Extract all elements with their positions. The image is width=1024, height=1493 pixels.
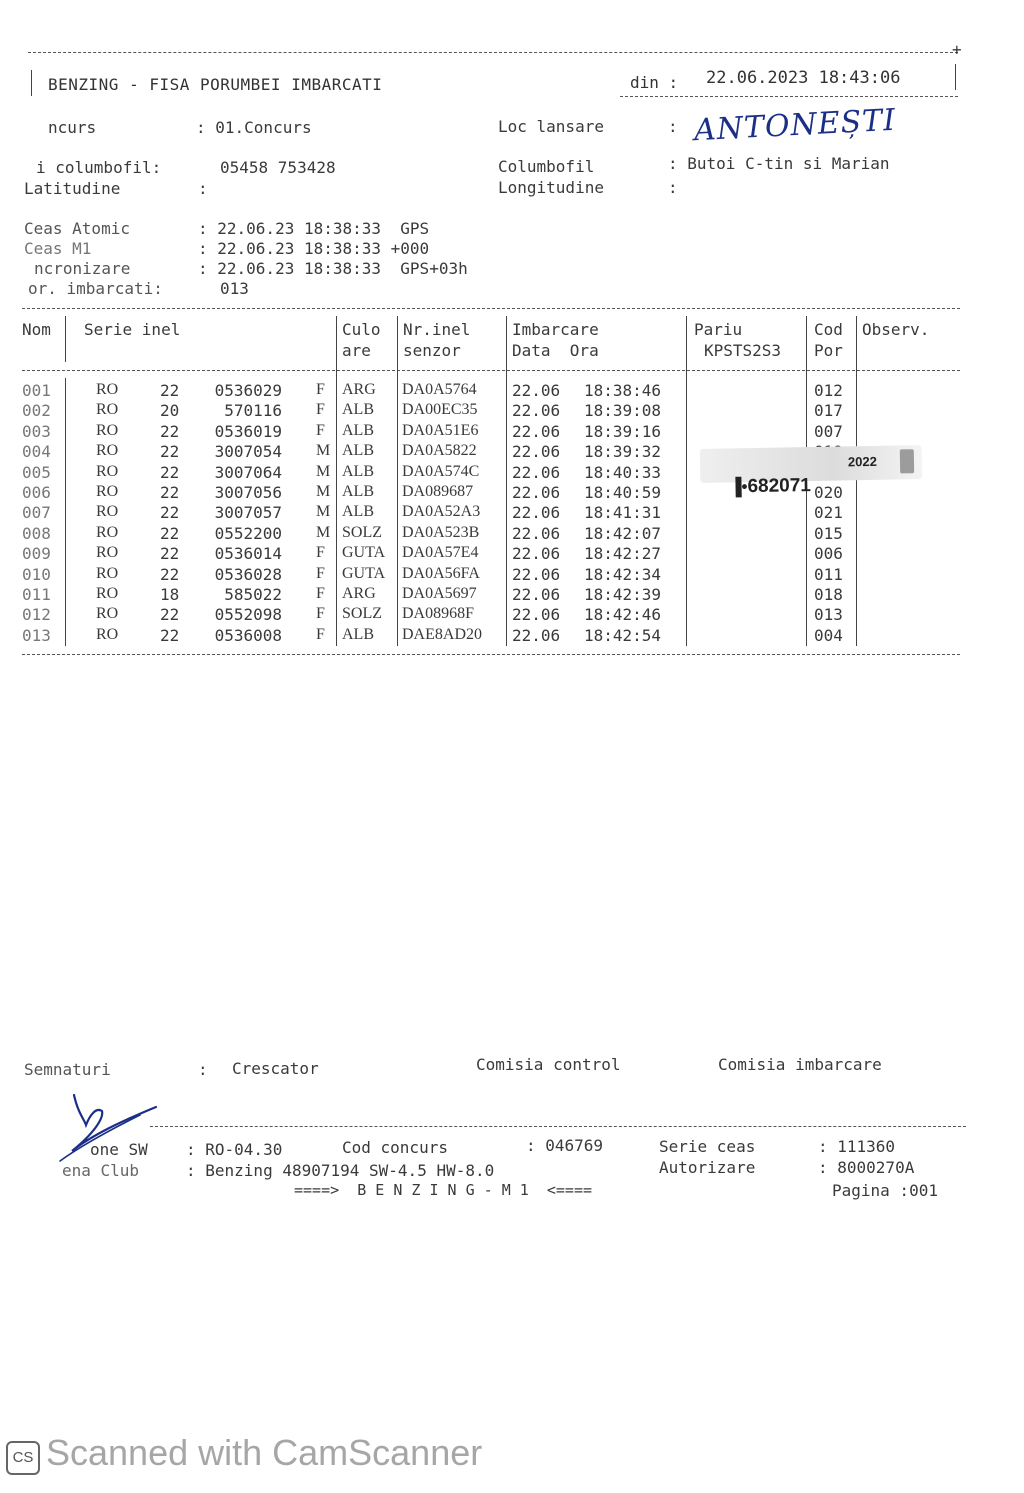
cell-time: 18:42:07 bbox=[584, 524, 662, 543]
cell-sensor: DA0A5697 bbox=[402, 585, 477, 602]
camscanner-logo-icon: CS bbox=[6, 1441, 40, 1475]
cell-year: 22 bbox=[160, 565, 180, 584]
cell-country: RO bbox=[96, 381, 119, 398]
cell-year: 22 bbox=[160, 381, 180, 400]
document-title: BENZING - FISA PORUMBEI IMBARCATI bbox=[48, 75, 383, 94]
cell-time: 18:39:08 bbox=[584, 401, 662, 420]
col-divider bbox=[856, 316, 857, 646]
cell-ring: 570116 bbox=[224, 401, 282, 420]
concurs-value: : 01.Concurs bbox=[196, 118, 312, 137]
cell-year: 22 bbox=[160, 463, 180, 482]
cell-cod: 017 bbox=[814, 401, 843, 420]
sticker-year: 2022 bbox=[847, 453, 878, 470]
cell-ring: 0536028 bbox=[214, 565, 282, 584]
cell-time: 18:39:16 bbox=[584, 422, 662, 441]
cell-country: RO bbox=[96, 626, 119, 643]
col-header-cod-2: Por bbox=[814, 341, 843, 360]
club-label: ena Club bbox=[62, 1161, 140, 1180]
cell-ring: 3007054 bbox=[214, 442, 282, 461]
header-bottom-rule bbox=[620, 96, 958, 97]
cell-sex: M bbox=[316, 483, 331, 500]
zona-sw-label: one SW bbox=[90, 1140, 148, 1159]
cell-year: 22 bbox=[160, 483, 180, 502]
cell-date: 22.06 bbox=[512, 544, 561, 563]
cell-cod: 020 bbox=[814, 483, 843, 502]
col-header-culoare-1: Culo bbox=[342, 320, 381, 339]
cell-ring: 0536014 bbox=[214, 544, 282, 563]
cell-cod: 007 bbox=[814, 422, 843, 441]
cell-ring: 0536029 bbox=[214, 381, 282, 400]
brand-line: ====> B E N Z I N G - M 1 <==== bbox=[294, 1181, 593, 1199]
cell-time: 18:41:31 bbox=[584, 503, 662, 522]
cell-nom: 004 bbox=[22, 442, 51, 461]
cell-color: ALB bbox=[342, 626, 374, 643]
cell-sensor: DA0A57E4 bbox=[402, 544, 479, 561]
col-header-imbarcare-2: Data Ora bbox=[512, 341, 599, 360]
cell-date: 22.06 bbox=[512, 463, 561, 482]
col-divider bbox=[686, 316, 687, 646]
cell-sex: M bbox=[316, 503, 331, 520]
cell-date: 22.06 bbox=[512, 626, 561, 645]
col-header-nrinel-1: Nr.inel bbox=[403, 320, 471, 339]
sticker-code: ▐•682071 bbox=[729, 475, 812, 498]
col-divider bbox=[65, 316, 66, 362]
cell-ring: 3007064 bbox=[214, 463, 282, 482]
longitudine-colon: : bbox=[668, 178, 678, 197]
cell-color: ARG bbox=[342, 585, 376, 602]
cell-year: 22 bbox=[160, 503, 180, 522]
comisia-imbarcare-label: Comisia imbarcare bbox=[718, 1055, 882, 1074]
cell-ring: 3007057 bbox=[214, 503, 282, 522]
cell-sensor: DA0A5764 bbox=[402, 381, 477, 398]
cell-sex: F bbox=[316, 605, 325, 622]
print-datetime: 22.06.2023 18:43:06 bbox=[706, 68, 901, 88]
latitudine-colon: : bbox=[198, 179, 208, 198]
cell-year: 22 bbox=[160, 422, 180, 441]
cell-country: RO bbox=[96, 565, 119, 582]
cell-country: RO bbox=[96, 585, 119, 602]
cell-time: 18:38:46 bbox=[584, 381, 662, 400]
cell-time: 18:39:32 bbox=[584, 442, 662, 461]
cell-nom: 007 bbox=[22, 503, 51, 522]
cell-sensor: DA089687 bbox=[402, 483, 474, 500]
cell-nom: 002 bbox=[22, 401, 51, 420]
loc-lansare-label: Loc lansare bbox=[498, 117, 604, 136]
cell-year: 18 bbox=[160, 585, 180, 604]
concurs-label: ncurs bbox=[48, 118, 97, 137]
cell-time: 18:40:59 bbox=[584, 483, 662, 502]
header-right-bar bbox=[955, 64, 956, 90]
club-value: : Benzing 48907194 SW-4.5 HW-8.0 bbox=[186, 1161, 495, 1180]
cell-cod: 011 bbox=[814, 565, 843, 584]
columbofil-label: Columbofil bbox=[498, 157, 595, 176]
cell-country: RO bbox=[96, 483, 119, 500]
cell-sex: M bbox=[316, 442, 331, 459]
cell-color: GUTA bbox=[342, 565, 386, 582]
header-top-rule bbox=[28, 52, 958, 53]
cell-nom: 010 bbox=[22, 565, 51, 584]
cell-time: 18:42:54 bbox=[584, 626, 662, 645]
cell-color: ALB bbox=[342, 422, 374, 439]
ceas-atomic-label: Ceas Atomic bbox=[24, 219, 130, 238]
cell-country: RO bbox=[96, 503, 119, 520]
cell-ring: 0536008 bbox=[214, 626, 282, 645]
page-number: Pagina :001 bbox=[832, 1181, 938, 1200]
cell-color: ALB bbox=[342, 463, 374, 480]
cell-nom: 011 bbox=[22, 585, 51, 604]
cell-cod: 012 bbox=[814, 381, 843, 400]
ceas-m1-value: : 22.06.23 18:38:33 +000 bbox=[198, 239, 430, 258]
date-label: din : bbox=[630, 73, 679, 92]
cell-country: RO bbox=[96, 422, 119, 439]
cell-sex: F bbox=[316, 626, 325, 643]
cell-nom: 001 bbox=[22, 381, 51, 400]
cell-date: 22.06 bbox=[512, 401, 561, 420]
col-header-nrinel-2: senzor bbox=[403, 341, 461, 360]
autorizare-value: : 8000270A bbox=[818, 1158, 915, 1177]
semnaturi-colon: : bbox=[198, 1060, 208, 1079]
serie-ceas-label: Serie ceas bbox=[659, 1137, 756, 1156]
table-top-rule bbox=[22, 308, 960, 309]
cell-nom: 009 bbox=[22, 544, 51, 563]
footer-rule bbox=[150, 1126, 966, 1127]
cell-time: 18:40:33 bbox=[584, 463, 662, 482]
cell-sensor: DA00EC35 bbox=[402, 401, 478, 418]
cell-date: 22.06 bbox=[512, 524, 561, 543]
cell-cod: 013 bbox=[814, 605, 843, 624]
ceas-m1-label: Ceas M1 bbox=[24, 239, 92, 258]
cell-ring: 585022 bbox=[224, 585, 282, 604]
cell-color: ARG bbox=[342, 381, 376, 398]
table-header-rule bbox=[22, 370, 960, 371]
cell-nom: 003 bbox=[22, 422, 51, 441]
cell-sensor: DA0A51E6 bbox=[402, 422, 479, 439]
cell-year: 22 bbox=[160, 626, 180, 645]
crescator-label: Crescator bbox=[232, 1059, 319, 1078]
cell-year: 20 bbox=[160, 401, 180, 420]
cell-sensor: DA0A574C bbox=[402, 463, 480, 480]
cell-cod: 004 bbox=[814, 626, 843, 645]
cell-cod: 006 bbox=[814, 544, 843, 563]
col-divider bbox=[336, 316, 337, 646]
cod-columbofil-value: 05458 753428 bbox=[220, 158, 336, 177]
columbofil-value: : Butoi C-tin si Marian bbox=[668, 154, 890, 173]
col-header-observ: Observ. bbox=[862, 320, 930, 339]
cell-sex: F bbox=[316, 585, 325, 602]
cell-time: 18:42:46 bbox=[584, 605, 662, 624]
porumbei-imbarcati-count: 013 bbox=[220, 279, 249, 298]
cell-cod: 015 bbox=[814, 524, 843, 543]
sincronizare-value: : 22.06.23 18:38:33 GPS+03h bbox=[198, 259, 468, 278]
corner-mark: + bbox=[952, 40, 962, 59]
cell-date: 22.06 bbox=[512, 503, 561, 522]
sincronizare-label: ncronizare bbox=[34, 259, 131, 278]
col-header-serie: Serie inel bbox=[84, 320, 181, 339]
camscanner-watermark: Scanned with CamScanner bbox=[46, 1432, 483, 1473]
cell-color: ALB bbox=[342, 503, 374, 520]
cell-nom: 008 bbox=[22, 524, 51, 543]
col-divider bbox=[506, 316, 507, 646]
cell-year: 22 bbox=[160, 524, 180, 543]
cell-time: 18:42:34 bbox=[584, 565, 662, 584]
cell-sex: M bbox=[316, 463, 331, 480]
cell-time: 18:42:27 bbox=[584, 544, 662, 563]
cell-cod: 018 bbox=[814, 585, 843, 604]
sticker-tab bbox=[900, 449, 914, 473]
col-divider bbox=[65, 378, 66, 646]
cell-sex: F bbox=[316, 544, 325, 561]
cell-nom: 006 bbox=[22, 483, 51, 502]
cod-concurs-label: Cod concurs bbox=[342, 1138, 448, 1157]
loc-lansare-handwritten: ANTONEȘTI bbox=[693, 102, 897, 149]
col-divider bbox=[397, 316, 398, 646]
comisia-control-label: Comisia control bbox=[476, 1055, 621, 1074]
cell-sensor: DA0A5822 bbox=[402, 442, 477, 459]
cell-nom: 013 bbox=[22, 626, 51, 645]
cell-nom: 012 bbox=[22, 605, 51, 624]
cell-ring: 3007056 bbox=[214, 483, 282, 502]
cell-date: 22.06 bbox=[512, 585, 561, 604]
table-bottom-rule bbox=[22, 654, 960, 655]
cell-color: ALB bbox=[342, 401, 374, 418]
latitudine-label: Latitudine bbox=[24, 179, 121, 198]
col-header-pariu-1: Pariu bbox=[694, 320, 743, 339]
cell-country: RO bbox=[96, 524, 119, 541]
cell-date: 22.06 bbox=[512, 442, 561, 461]
cell-sensor: DA0A523B bbox=[402, 524, 480, 541]
cell-color: ALB bbox=[342, 483, 374, 500]
cell-country: RO bbox=[96, 544, 119, 561]
cell-cod: 021 bbox=[814, 503, 843, 522]
col-header-pariu-2: KPSTS2S3 bbox=[704, 341, 782, 360]
semnaturi-label: Semnaturi bbox=[24, 1060, 111, 1079]
cod-concurs-value: : 046769 bbox=[526, 1136, 604, 1155]
header-left-bar bbox=[31, 70, 32, 96]
cell-year: 22 bbox=[160, 605, 180, 624]
sticker-number: 682071 bbox=[747, 475, 812, 498]
serie-ceas-value: : 111360 bbox=[818, 1137, 896, 1156]
cell-color: ALB bbox=[342, 442, 374, 459]
cell-nom: 005 bbox=[22, 463, 51, 482]
col-header-culoare-2: are bbox=[342, 341, 371, 360]
cod-columbofil-label: i columbofil: bbox=[36, 158, 162, 177]
cell-date: 22.06 bbox=[512, 422, 561, 441]
cell-date: 22.06 bbox=[512, 565, 561, 584]
cell-country: RO bbox=[96, 605, 119, 622]
cell-color: GUTA bbox=[342, 544, 386, 561]
autorizare-label: Autorizare bbox=[659, 1158, 756, 1177]
porumbei-imbarcati-label: or. imbarcati: bbox=[28, 279, 163, 298]
cell-sensor: DA0A52A3 bbox=[402, 503, 481, 520]
cell-year: 22 bbox=[160, 544, 180, 563]
cell-country: RO bbox=[96, 463, 119, 480]
cell-date: 22.06 bbox=[512, 605, 561, 624]
loc-lansare-colon: : bbox=[668, 117, 678, 136]
col-header-cod-1: Cod bbox=[814, 320, 843, 339]
col-header-imbarcare-1: Imbarcare bbox=[512, 320, 599, 339]
longitudine-label: Longitudine bbox=[498, 178, 604, 197]
cell-sex: F bbox=[316, 401, 325, 418]
cell-ring: 0536019 bbox=[214, 422, 282, 441]
zona-sw-value: : RO-04.30 bbox=[186, 1140, 283, 1159]
cell-sex: F bbox=[316, 565, 325, 582]
ceas-atomic-value: : 22.06.23 18:38:33 GPS bbox=[198, 219, 430, 238]
cell-sensor: DAE8AD20 bbox=[402, 626, 482, 643]
cell-date: 22.06 bbox=[512, 381, 561, 400]
cell-country: RO bbox=[96, 442, 119, 459]
cell-sensor: DA08968F bbox=[402, 605, 475, 622]
cell-color: SOLZ bbox=[342, 605, 382, 622]
cell-time: 18:42:39 bbox=[584, 585, 662, 604]
cell-sex: F bbox=[316, 381, 325, 398]
col-header-nom: Nom bbox=[22, 320, 51, 339]
cell-country: RO bbox=[96, 401, 119, 418]
cell-year: 22 bbox=[160, 442, 180, 461]
cell-color: SOLZ bbox=[342, 524, 382, 541]
cell-sex: M bbox=[316, 524, 331, 541]
cell-sex: F bbox=[316, 422, 325, 439]
cell-ring: 0552098 bbox=[214, 605, 282, 624]
cell-ring: 0552200 bbox=[214, 524, 282, 543]
cell-date: 22.06 bbox=[512, 483, 561, 502]
cell-sensor: DA0A56FA bbox=[402, 565, 480, 582]
